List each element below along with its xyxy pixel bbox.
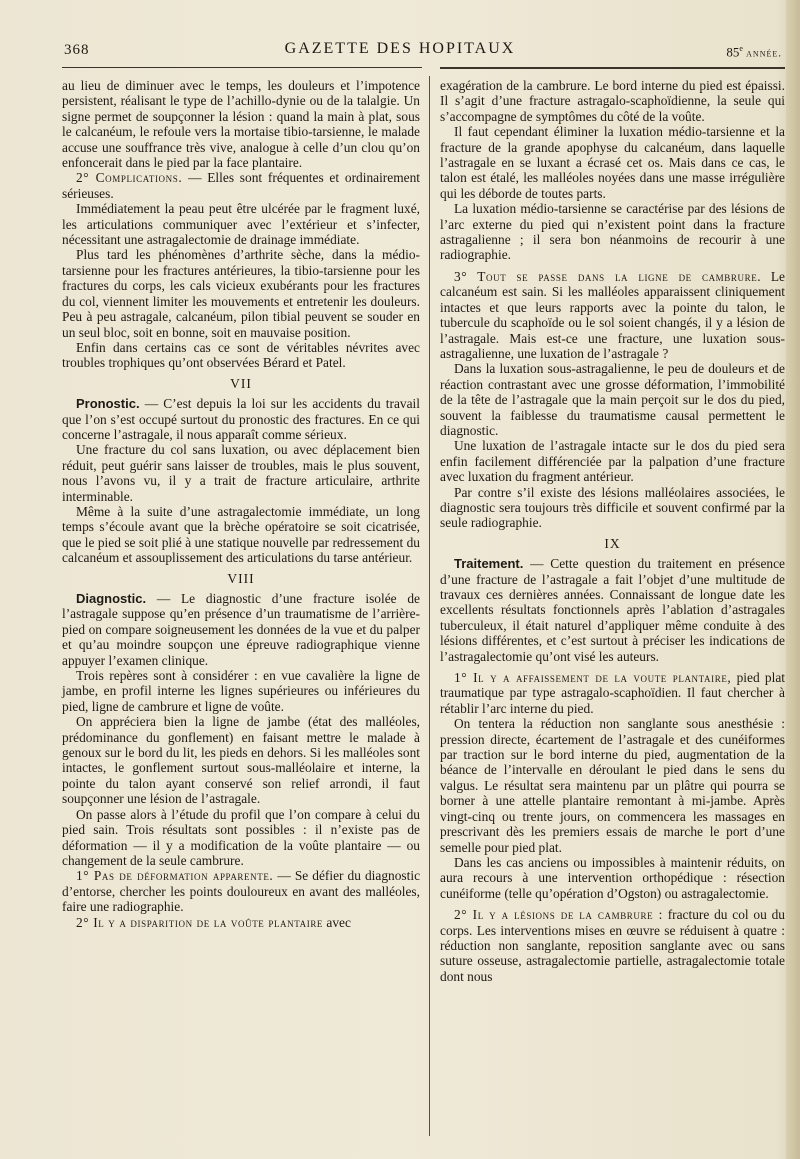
year-number: 85 [726, 44, 740, 60]
paragraph-text: pied plat traumatique par type astragalo-scaphoïdien. Il faut chercher à rétablir l’arc interne du pied. [440, 670, 785, 716]
year-word: année. [746, 47, 782, 60]
section-number-ix: IX [604, 535, 621, 551]
paragraph-text: fracture du col ou du corps. Les interventions mises en œuvre se réduisent à quatre : réduction non sanglante, reposition sanglante avec ou sans suture osseuse, astragalectomie partielle, astragalectomie totale dont nous [440, 907, 785, 984]
subheading: 2° Complications. [76, 170, 183, 186]
paragraph: On passe alors à l’étude du profil que l’on compare à celui du pied sain. Trois résultats sont possibles : il n’existe pas de déformation — il y a modification de la voûte plantaire — ou changement de la seule cambrure. [62, 806, 420, 868]
subheading: 1° Il y a affaissement de la voute plantaire, [454, 670, 732, 686]
paragraph [440, 907, 785, 984]
paragraph-text: — Se défier du diagnostic d’entorse, chercher les points douloureux en avant des malléoles, faire une radiographie. [62, 868, 421, 915]
paragraph-text: — Elles sont fréquentes et ordinairement sérieuses. [62, 170, 420, 201]
paragraph: exagération de la cambrure. Le bord interne du pied est épaissi. Il s’agit d’une fracture astragalo-scaphoïdienne, la seule qui s’accompagne de symptômes du côté de la voûte. [440, 78, 785, 124]
paragraph [62, 170, 420, 201]
year-suffix: e [739, 44, 743, 53]
subheading: 1° Pas de déformation apparente. [76, 868, 274, 884]
section-title-traitement: Traitement. [454, 556, 524, 572]
section-title-pronostic: Pronostic. [76, 396, 140, 412]
paragraph [62, 396, 420, 442]
paragraph: On tentera la réduction non sanglante sous anesthésie : pression directe, écartement de l’astragale et des cunéiformes par traction sur le bord interne du pied, augmentation de la béance de l’intervalle en déroulant le pied dans le sens du valgus. Le résultat sera maintenu par un plâtre qui pourra se borner à une attelle plantaire remontant à mi-jambe. Après vingt-cinq ou trente jours, on commencera les massages en prescrivant dès les premiers essais de marche le port d’une semelle pour pied plat. [440, 716, 785, 855]
page-number: 368 [64, 42, 90, 58]
paragraph: Enfin dans certains cas ce sont de véritables névrites avec troubles trophiques qu’ont observées Bérard et Patel. [62, 339, 420, 371]
paragraph: On appréciera bien la ligne de jambe (état des malléoles, prédominance du gonflement) en faisant mettre le malade à genoux sur le bord du lit, les pieds en dehors. Si les malléoles sont intactes, le gonflement surtout sous-malléolaire et interne, la pointe du talon ayant conservé son relief arrondi, il faut soupçonner une lésion de l’astragale. [62, 714, 420, 807]
paragraph-text: — C’est depuis la loi sur les accidents du travail que l’on s’est occupé surtout du pronostic des fractures. En ce qui concerne l’astragale, il nous apparaît comme sérieux. [62, 396, 420, 442]
paragraph: Plus tard les phénomènes d’arthrite sèche, dans la médio-tarsienne pour les fractures antérieures, la tibio-tarsienne pour les fractures du corps, les cals vicieux exubérants pour les fractures du col, viennent limiter les mouvements et entretenir les douleurs. Peu à peu astragale, calcanéum, pilon tibial peuvent se souder en un seul bloc, soit en bonne, soit en mauvaise position. [62, 247, 420, 340]
paragraph [62, 868, 420, 914]
paragraph [62, 591, 420, 668]
section-title-diagnostic: Diagnostic. [76, 591, 147, 606]
paragraph: au lieu de diminuer avec le temps, les douleurs et l’impotence persistent, réalisant le type de l’achillo-dynie ou de la talalgie. Un signe permet de soupçonner la lésion : quand la main à plat, sous le calcanéum, le refoule vers la mortaise tibio-tarsienne, le malade accuse une souffrance très vive, analogue à celle d’un clou qu’on enfoncerait dans le pied par la face plantaire. [62, 78, 420, 171]
paragraph: Une fracture du col sans luxation, ou avec déplacement bien réduit, peut guérir sans laisser de troubles, mais le plus souvent, nous l’avons vu, il y a trait de fracture articulaire, arthrite interminable. [62, 442, 420, 504]
paragraph-text: — Cette question du traitement en présence d’une fracture de l’astragale a fait l’objet d’une multitude de travaux ces dernières années. Connaissant de longue date les excellents résultats fonctionnels après l’ablation d’astragales tuberculeux, il était naturel d’appliquer même conduite à des lésions différentes, et c’est surtout à préciser les indications de l’astragalectomie qu’ont visé les auteurs. [440, 556, 785, 664]
paragraph: Même à la suite d’une astragalectomie immédiate, un long temps s’écoule avant que la brèche opératoire se soit cicatrisée, que le pied se soit plié à une statique nouvelle par redressement du calcanéum et assouplissement des articulations du tarse antérieur. [62, 503, 420, 566]
section-number-vii: VII [230, 375, 252, 391]
page-edge-shadow [786, 0, 800, 1159]
subheading: 3° Tout se passe dans la ligne de cambrure. [454, 268, 762, 284]
paragraph [440, 269, 785, 361]
paragraph [440, 556, 785, 664]
right-column [440, 78, 785, 984]
subheading: 2° Il y a lésions de la cambrure : [454, 907, 663, 923]
paragraph-text: — Le diagnostic d’une fracture isolée de l’astragale suppose qu’en présence d’un traumatisme de l’arrière-pied on compare soigneusement les données de la vue et du palper et qu’au moindre soupçon une épreuve radiographique vienne appuyer l’examen clinique. [62, 591, 420, 668]
paragraph: Il faut cependant éliminer la luxation médio-tarsienne et la fracture de la grande apophyse du calcanéum, dans laquelle l’astragale en se luxant a écrasé cet os. Mais dans ce cas, le talon est étalé, les malléoles noyées dans une masse irrégulière qui les déborde de toutes parts. [440, 124, 785, 201]
page-header [0, 0, 800, 70]
paragraph: Immédiatement la peau peut être ulcérée par le fragment luxé, les articulations communiquer avec l’extérieur et s’infecter, nécessitant une astragalectomie de drainage immédiate. [62, 201, 420, 248]
journal-title: GAZETTE DES HOPITAUX [284, 40, 516, 57]
section-number-viii: VIII [227, 570, 255, 586]
paragraph: Par contre s’il existe des lésions malléolaires associées, le diagnostic sera toujours très difficile et souvent confirmé par la seule radiographie. [440, 484, 785, 531]
year-label [726, 44, 782, 60]
paragraph: La luxation médio-tarsienne se caractérise par des lésions de l’arc externe du pied qui n’existent point dans la fracture astragalienne ; il sera bon néanmoins de recourir à une radiographie. [440, 201, 785, 263]
column-divider [429, 76, 430, 1136]
paragraph: Dans les cas anciens ou impossibles à maintenir réduits, on aura recours à une intervention orthopédique : résection cunéiforme (telle qu’opération d’Ogston) ou astragalectomie. [440, 854, 785, 901]
paragraph: Dans la luxation sous-astragalienne, le peu de douleurs et de réaction contrastant avec une grosse déformation, l’immobilité de la tête de l’astragale que la main perçoit sur le dos du pied, souvent la faiblesse du traumatisme causal permettent le diagnostic. [440, 361, 785, 438]
paragraph [62, 915, 420, 930]
paragraph: Une luxation de l’astragale intacte sur le dos du pied sera enfin facilement différenciée par la palpation d’une fracture avec luxation du fragment antérieur. [440, 438, 785, 485]
left-column [62, 78, 420, 930]
paragraph-text: avec [323, 914, 351, 930]
subheading: 2° Il y a disparition de la voûte plantaire [76, 914, 324, 930]
header-rule-right [440, 67, 785, 69]
header-rule-left [62, 67, 422, 68]
paragraph: Trois repères sont à considérer : en vue cavalière la ligne de jambe, en profil interne les lignes supérieures ou inférieures du pied, ligne de cambrure et ligne de voûte. [62, 668, 420, 714]
paragraph [440, 670, 785, 716]
paragraph-text: Le calcanéum est sain. Si les malléoles apparaissent cliniquement intactes et que leurs rapports avec la pointe du talon, le tubercule du scaphoïde ou le sol soient changés, il y a lésion de l’astragale. Mais est-ce une fracture, une luxation sous-astragalienne, une luxation de l’astragale ? [440, 268, 785, 361]
